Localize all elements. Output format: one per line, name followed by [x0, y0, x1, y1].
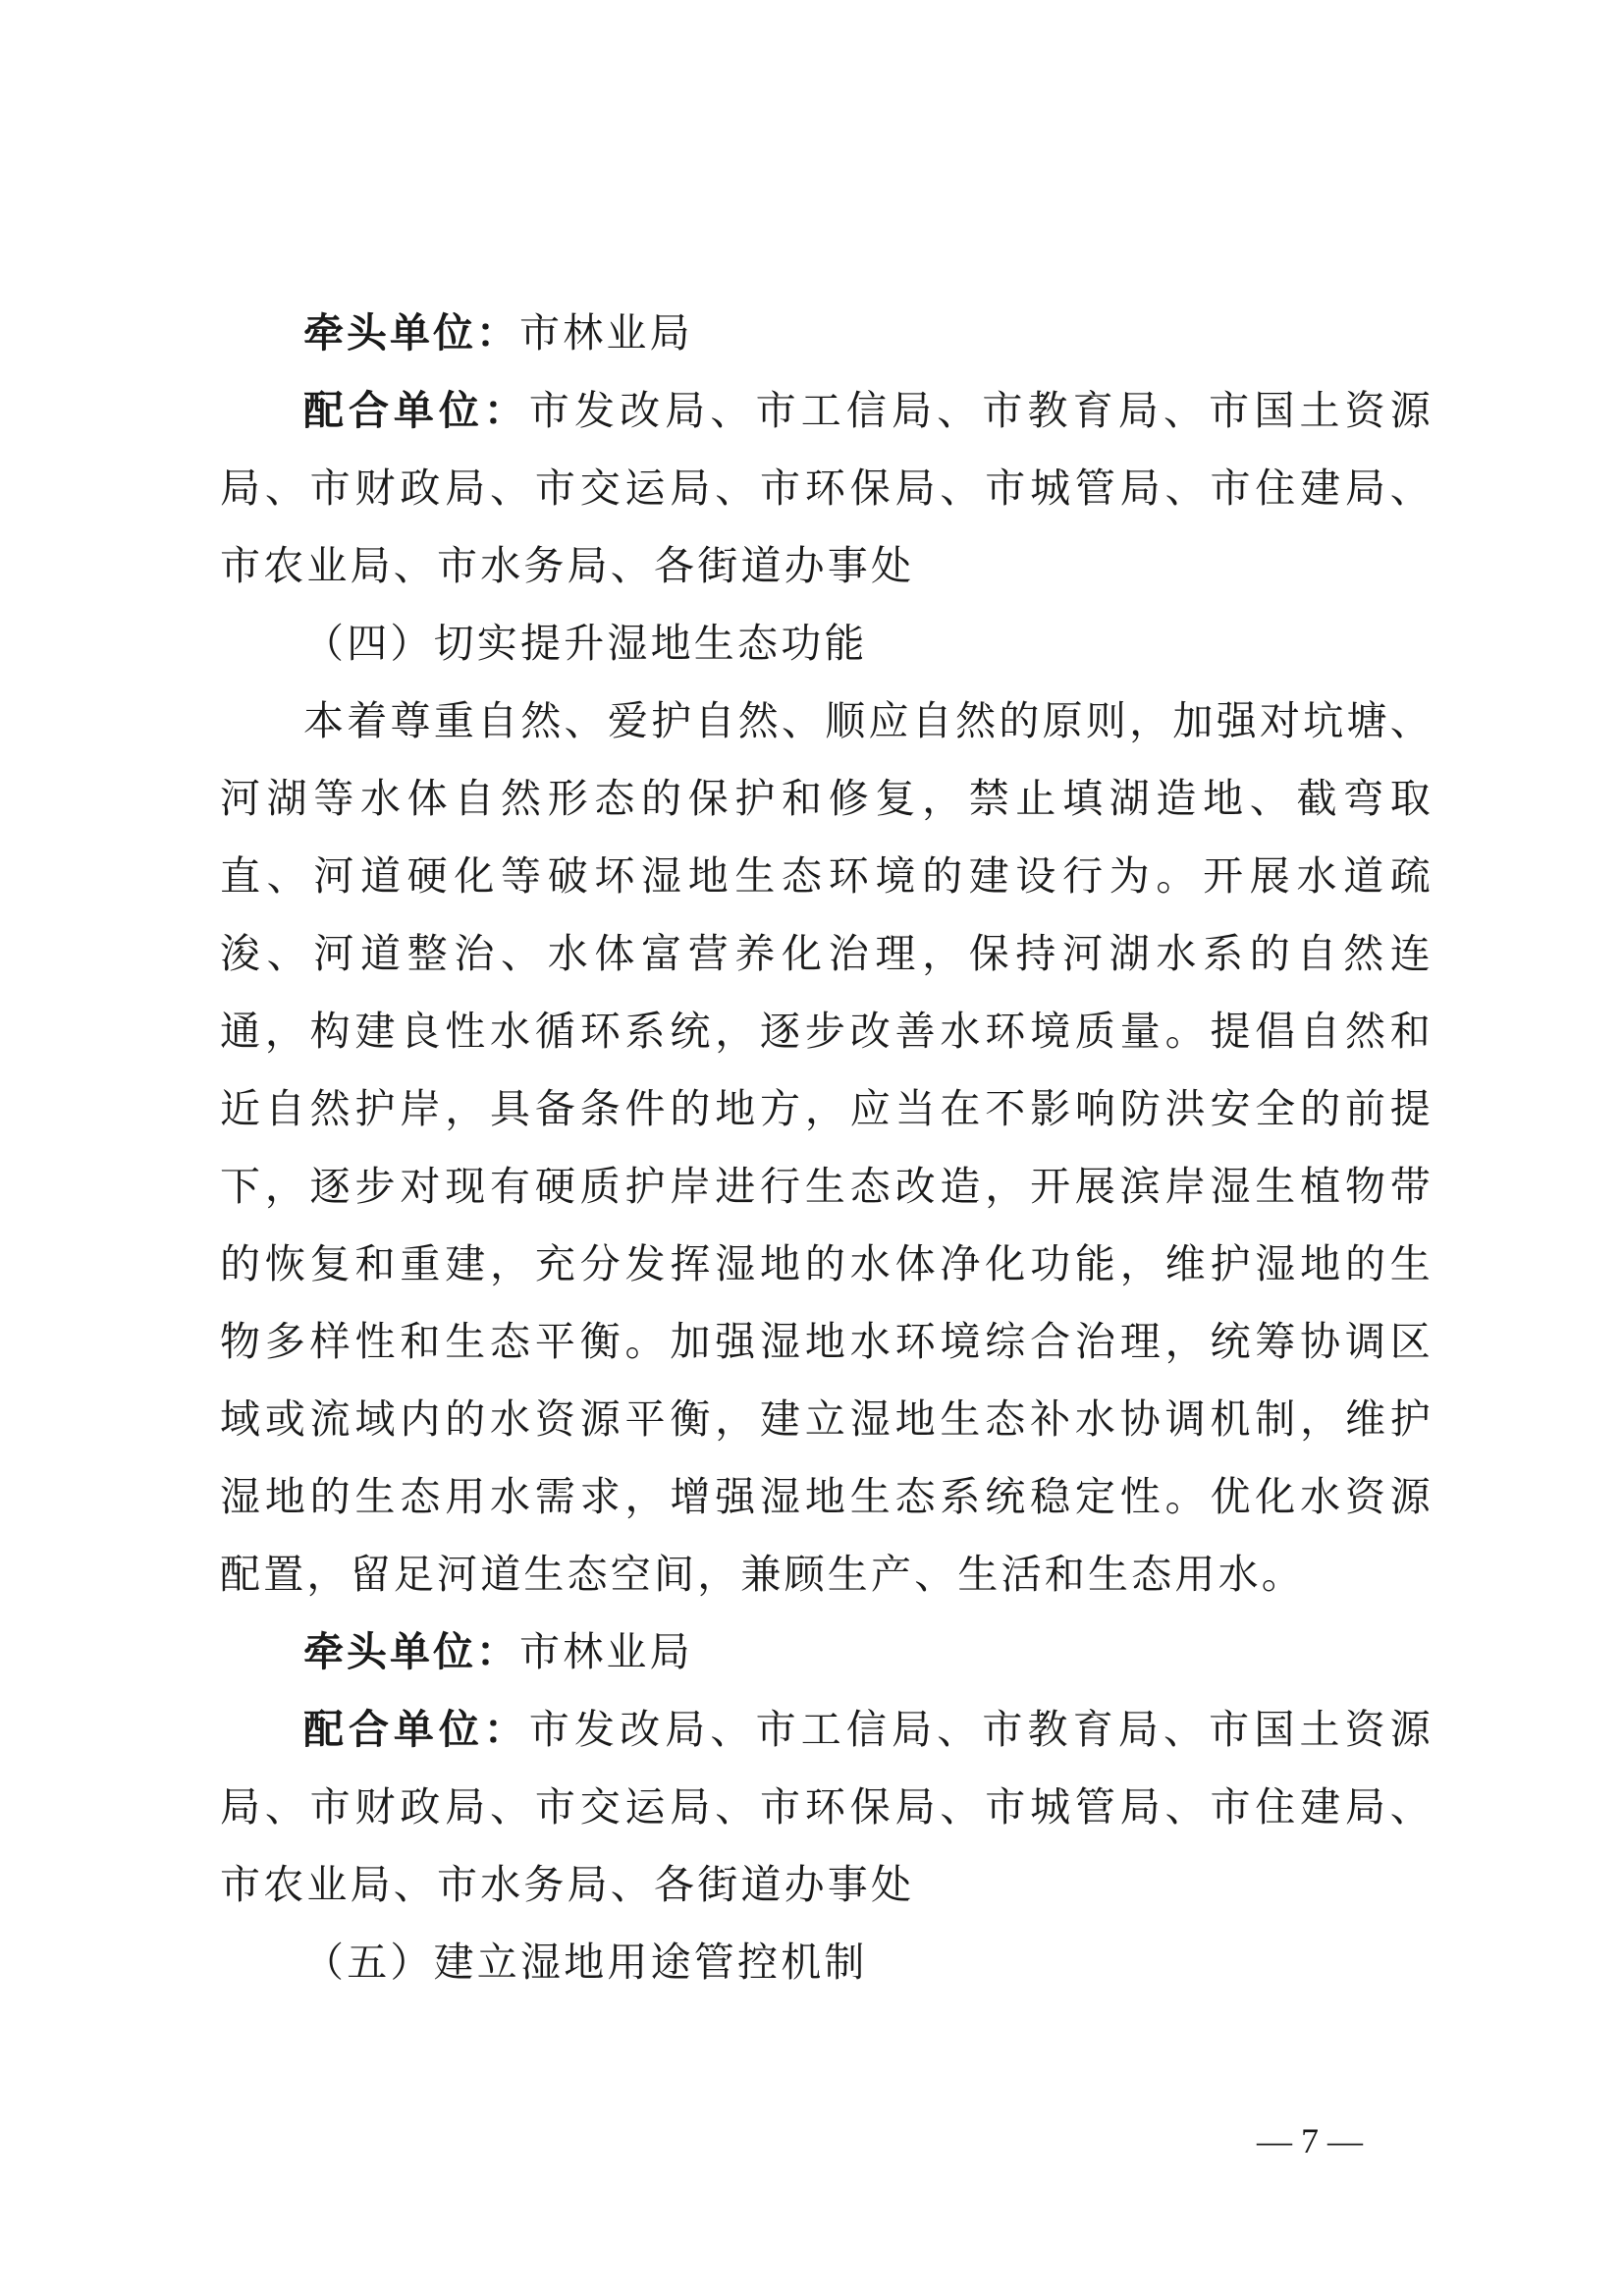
section-heading-4: （四）切实提升湿地生态功能 — [303, 620, 868, 667]
lead-unit-line-2 — [220, 1613, 1434, 1691]
page-number: — 7 — — [1257, 2121, 1363, 2160]
section-4-paragraph: 本着尊重自然、爱护自然、顺应自然的原则，加强对坑塘、河湖等水体自然形态的保护和修复，禁止填湖造地、截弯取直、河道硬化等破坏湿地生态环境的建设行为。开展水道疏浚、河道整治、水体富营养化治理，保持河湖水系的自然连通，构建良性水循环系统，逐步改善水环境质量。提倡自然和近自然护岸，具备条件的地方，应当在不影响防洪安全的前提下，逐步对现有硬质护岸进行生态改造，开展滨岸湿生植物带的恢复和重建，充分发挥湿地的水体净化功能，维护湿地的生物多样性和生态平衡。加强湿地水环境综合治理，统筹协调区域或流域内的水资源平衡，建立湿地生态补水协调机制，维护湿地的生态用水需求，增强湿地生态系统稳定性。优化水资源配置，留足河道生态空间，兼顾生产、生活和生态用水。 — [220, 697, 1434, 1598]
lead-unit-value-2: 市林业局 — [519, 1628, 693, 1675]
coop-unit-paragraph-2 — [220, 1691, 1434, 1924]
coop-unit-value: 市发改局、市工信局、市教育局、市国土资源局、市财政局、市交运局、市环保局、市城管局、市住建局、市农业局、市水务局、各街道办事处 — [220, 387, 1434, 589]
coop-unit-paragraph — [220, 372, 1434, 605]
coop-unit-label-2: 配合单位： — [303, 1706, 529, 1753]
lead-unit-label: 牵头单位： — [303, 309, 519, 356]
lead-unit-value: 市林业局 — [519, 309, 693, 356]
document-body — [220, 295, 1434, 2001]
section-heading-5: （五）建立湿地用途管控机制 — [303, 1939, 868, 1986]
lead-unit-line — [220, 295, 1434, 372]
coop-unit-label: 配合单位： — [303, 387, 529, 434]
lead-unit-label-2: 牵头单位： — [303, 1628, 519, 1675]
coop-unit-value-2: 市发改局、市工信局、市教育局、市国土资源局、市财政局、市交运局、市环保局、市城管局、市住建局、市农业局、市水务局、各街道办事处 — [220, 1706, 1434, 1908]
